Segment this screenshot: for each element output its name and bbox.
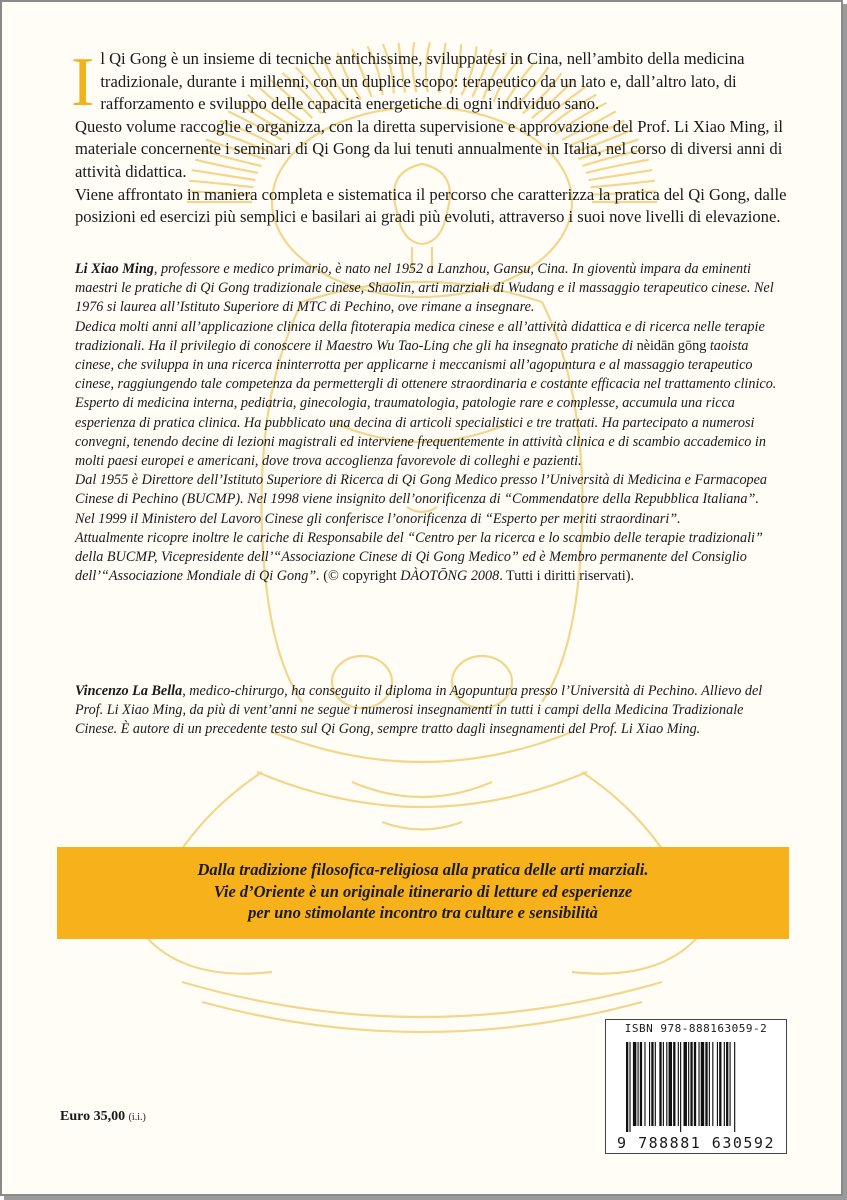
series-banner — [57, 847, 789, 939]
neidan-gong-term: nèidān gōng — [636, 337, 707, 354]
drop-cap: I — [71, 44, 95, 121]
bio-li-paragraph-2: Dedica molti anni all’applicazione clinica della fitoterapia medica cinese e all’attività didattica e di ricerca nelle terapie tradizionali. Ha il privilegio di conoscere il Maestro Wu Tao-Ling che gli ha insegnato pratiche di nèidān gōng taoista cinese, che sviluppa in una ricerca ininterrotta per applicarne i meccanismi all’agopuntura e al massaggio terapeutico cinese, raggiungendo tale competenza da permettergli di ottenere straordinaria e costante efficacia nel trattamento clinico. — [75, 318, 777, 393]
author-name-li: Li Xiao Ming — [75, 261, 154, 277]
bio-li-paragraph-6: Attualmente ricopre inoltre le cariche di Responsabile del “Centro per la ricerca e lo scambio delle terapie tradizionali” della BUCMP, Vicepresidente dell’“Associazione Cinese di Qi Gong Medico” ed è Membro permanente del Consiglio dell’“Associazione Mondiale di Qi Gong”. (© copyright DÀOTŌNG 2008. Tutti i diritti riservati). — [75, 529, 763, 585]
intro-paragraph-2: Questo volume raccoglie e organizza, con la diretta supervisione e approvazione del Prof. Li Xiao Ming, il materiale concernente i seminari di Qi Gong da lui tenuti annualmente in Italia, nel corso di diversi anni di attività didattica. — [75, 116, 783, 181]
banner-line-3: per uno stimolante incontro tra culture e sensibilità — [248, 903, 598, 922]
isbn-barcode-box — [605, 1019, 787, 1154]
bio-li-paragraph-3: Esperto di medicina interna, pediatria, ginecologia, traumatologia, patologie rare e complesse, accumula una ricca esperienza di pratica clinica. Ha pubblicato una decina di articoli specialistici e tre trattati. Ha partecipato a numerosi convegni, tenendo decine di lezioni magistrali ed interviene frequentemente in attività clinica e di scambio accademico in molti paesi europei e americani, dove trova accoglienza favorevole di colleghi e pazienti. — [75, 395, 766, 470]
bio-li-paragraph-1: Li Xiao Ming, professore e medico primario, è nato nel 1952 a Lanzhou, Gansu, Cina. In gioventù impara da eminenti maestri le pratiche di Qi Gong tradizionale cinese, Shaolin, arti marziali di Wudang e il massaggio terapeutico cinese. Nel 1976 si laurea all’Istituto Superiore di MTC di Pechino, ove rimane a insegnare. — [75, 261, 774, 316]
banner-line-2: Vie d’Oriente è un originale itinerario di letture ed esperienze — [213, 881, 633, 901]
copyright-holder: DÀOTŌNG 2008 — [400, 568, 500, 585]
price — [60, 1109, 146, 1125]
intro-text — [71, 44, 787, 229]
price-note: (i.i.) — [128, 1112, 146, 1123]
bio-li-paragraph-5: Nel 1999 il Ministero del Lavoro Cinese gli conferisce l’onorificenza di “Esperto per meriti straordinari”. — [75, 510, 681, 527]
intro-paragraph-1: l Qi Gong è un insieme di tecniche antichissime, sviluppatesi in Cina, nell’ambito della medicina tradizionale, durante i millenni, con un duplice scopo: terapeutico da un lato e, dall’altro lato, di rafforzamento e sviluppo delle capacità energetiche di ogni individuo sano. — [100, 49, 745, 114]
banner-line-1: Dalla tradizione filosofica-religiosa alla pratica delle arti marziali. — [197, 860, 649, 879]
bio-li-paragraph-4: Dal 1955 è Direttore dell’Istituto Superiore di Ricerca di Qi Gong Medico presso l’Università di Medicina e Farmacopea Cinese di Pechino (BUCMP). Nel 1998 viene insignito dell’onorificenza di “Commendatore della Repubblica Italiana”. — [75, 472, 768, 508]
barcode-digits: 9 788881 630592 — [617, 1134, 775, 1152]
author-name-vincenzo: Vincenzo La Bella — [75, 683, 183, 699]
price-amount: Euro 35,00 — [60, 1109, 126, 1124]
author-bio-vincenzo-la-bella — [75, 682, 787, 740]
barcode — [624, 1042, 774, 1132]
bio-vincenzo-paragraph: Vincenzo La Bella, medico-chirurgo, ha conseguito il diploma in Agopuntura presso l’Università di Pechino. Allievo del Prof. Li Xiao Ming, da più di vent’anni ne segue i numerosi insegnamenti in tutti i campi della Medicina Tradizionale Cinese. È autore di un precedente testo sul Qi Gong, sempre tratto dagli insegnamenti del Prof. Li Xiao Ming. — [75, 683, 763, 738]
isbn-label: ISBN 978-888163059-2 — [624, 1022, 768, 1035]
intro-paragraph-3: Viene affrontato in maniera completa e sistematica il percorso che caratterizza la pratica del Qi Gong, dalle posizioni ed esercizi più semplici e basilari ai gradi più evoluti, attraverso i suoi nove livelli di elevazione. — [75, 184, 787, 227]
author-bio-li-xiao-ming — [75, 260, 787, 586]
